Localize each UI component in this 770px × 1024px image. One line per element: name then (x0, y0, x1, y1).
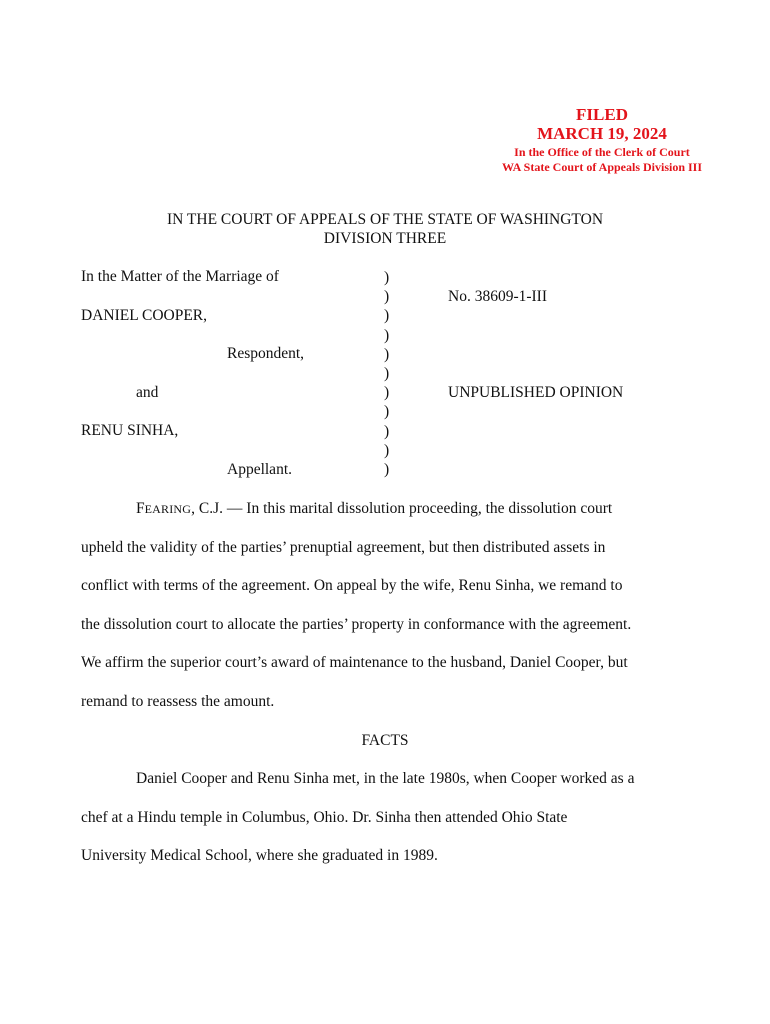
caption-party-appellant: RENU SINHA, (81, 422, 179, 439)
opinion-line: upheld the validity of the parties’ prenuptial agreement, but then distributed assets in (81, 539, 606, 556)
case-number: No. 38609-1-III (448, 288, 548, 305)
facts-line: chef at a Hindu temple in Columbus, Ohio. Dr. Sinha then attended Ohio State (81, 809, 568, 826)
court-name: IN THE COURT OF APPEALS OF THE STATE OF WASHINGTON (166, 211, 604, 228)
filed-stamp-court: WA State Court of Appeals Division III (501, 160, 703, 174)
caption-paren-column (384, 268, 389, 479)
caption-paren: ) (384, 441, 390, 459)
caption-paren: ) (384, 326, 390, 344)
filed-stamp-date: MARCH 19, 2024 (537, 124, 667, 143)
caption-and: and (136, 384, 159, 401)
court-division: DIVISION THREE (323, 230, 447, 247)
filed-stamp-office: In the Office of the Clerk of Court (514, 145, 690, 159)
filed-stamp-title: FILED (576, 105, 628, 124)
opinion-first-line (136, 500, 612, 518)
author-initial: F (136, 500, 145, 517)
author-name-smallcaps: EARING (144, 502, 192, 516)
caption-paren: ) (384, 307, 390, 325)
caption-paren: ) (384, 288, 390, 306)
opinion-line: remand to reassess the amount. (81, 693, 275, 710)
opinion-type: UNPUBLISHED OPINION (448, 384, 624, 401)
caption-paren: ) (384, 345, 390, 363)
facts-heading: FACTS (361, 732, 409, 749)
caption-paren: ) (384, 422, 390, 440)
caption-paren: ) (384, 403, 390, 421)
opinion-line: We affirm the superior court’s award of maintenance to the husband, Daniel Cooper, but (81, 654, 628, 671)
facts-line: Daniel Cooper and Renu Sinha met, in the late 1980s, when Cooper worked as a (136, 770, 635, 787)
caption-role-respondent: Respondent, (227, 345, 305, 362)
caption-party-respondent: DANIEL COOPER, (81, 307, 208, 324)
facts-line: University Medical School, where she graduated in 1989. (81, 847, 438, 864)
caption-role-appellant: Appellant. (227, 461, 292, 478)
opinion-line: conflict with terms of the agreement. On appeal by the wife, Renu Sinha, we remand to (81, 577, 623, 594)
caption-paren: ) (384, 460, 390, 478)
caption-matter: In the Matter of the Marriage of (81, 268, 279, 285)
caption-paren: ) (384, 269, 390, 286)
opinion-line: the dissolution court to allocate the parties’ property in conformance with the agreement. (81, 616, 632, 633)
caption-paren: ) (384, 364, 390, 382)
opinion-first-line-text: , C.J. — In this marital dissolution proceeding, the dissolution court (191, 500, 613, 517)
caption-paren: ) (384, 384, 390, 402)
